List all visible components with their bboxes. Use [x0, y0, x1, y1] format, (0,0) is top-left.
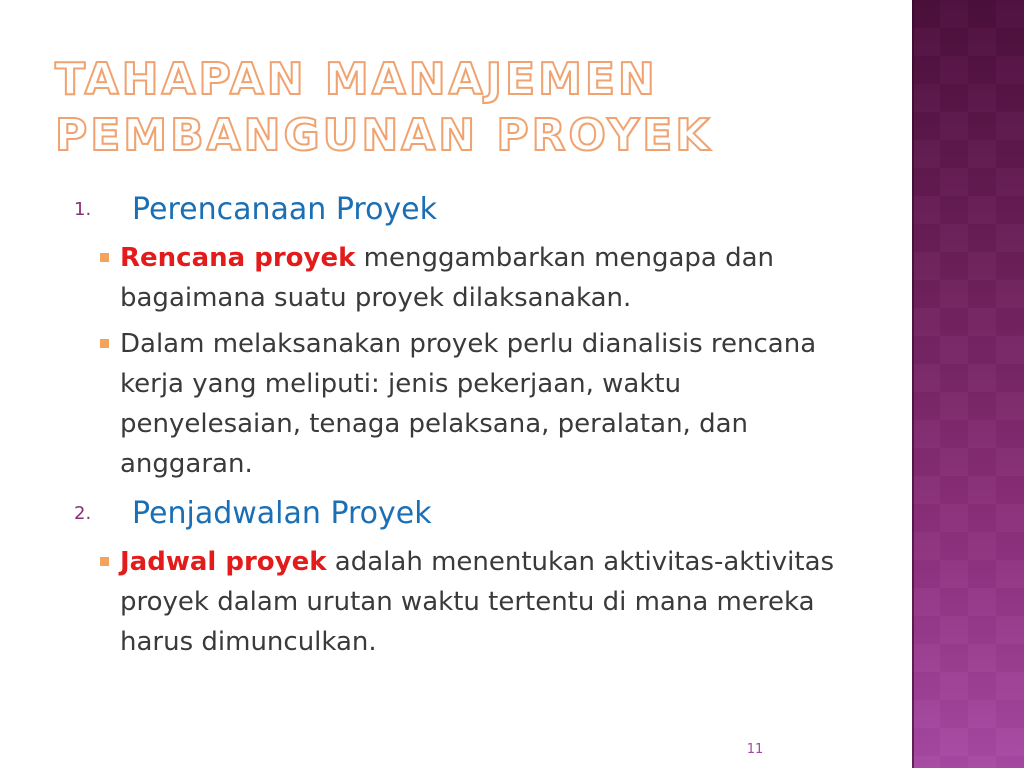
- square-bullet-icon: [100, 253, 109, 262]
- section-heading-1: [70, 186, 860, 234]
- bullet-text: menggambarkan mengapa dan bagaimana suatu proyek dilaksanakan.: [120, 243, 774, 313]
- slide-title-line-2: PEMBANGUNAN PROYEK: [55, 110, 713, 161]
- slide-content: [70, 186, 860, 668]
- bullet-item: [70, 238, 860, 318]
- section-number: 2.: [74, 503, 92, 524]
- decorative-side-band: [912, 0, 1024, 768]
- bullet-text: Dalam melaksanakan proyek perlu dianalisis rencana kerja yang meliputi: jenis pekerjaan, waktu penyelesaian, tenaga pelaksana, peralatan, dan anggaran.: [120, 329, 817, 479]
- square-bullet-icon: [100, 339, 109, 348]
- diamond-pattern: [912, 0, 1024, 768]
- section-number: 1.: [74, 199, 92, 220]
- section-heading-2: [70, 490, 860, 538]
- bullet-text: adalah menentukan aktivitas-aktivitas proyek dalam urutan waktu tertentu di mana mereka harus dimunculkan.: [120, 547, 835, 657]
- side-band-border: [912, 0, 914, 768]
- slide-title: [55, 52, 875, 164]
- square-bullet-icon: [100, 557, 109, 566]
- section-heading-text: Perencanaan Proyek: [132, 192, 438, 227]
- bullet-emphasis: Jadwal proyek: [120, 547, 327, 577]
- bullet-item: [70, 542, 860, 662]
- bullet-item: [70, 324, 860, 484]
- bullet-emphasis: Rencana proyek: [120, 243, 356, 273]
- page-number: 11: [746, 742, 764, 757]
- section-heading-text: Penjadwalan Proyek: [132, 496, 432, 531]
- slide-title-line-1: TAHAPAN MANAJEMEN: [55, 54, 658, 105]
